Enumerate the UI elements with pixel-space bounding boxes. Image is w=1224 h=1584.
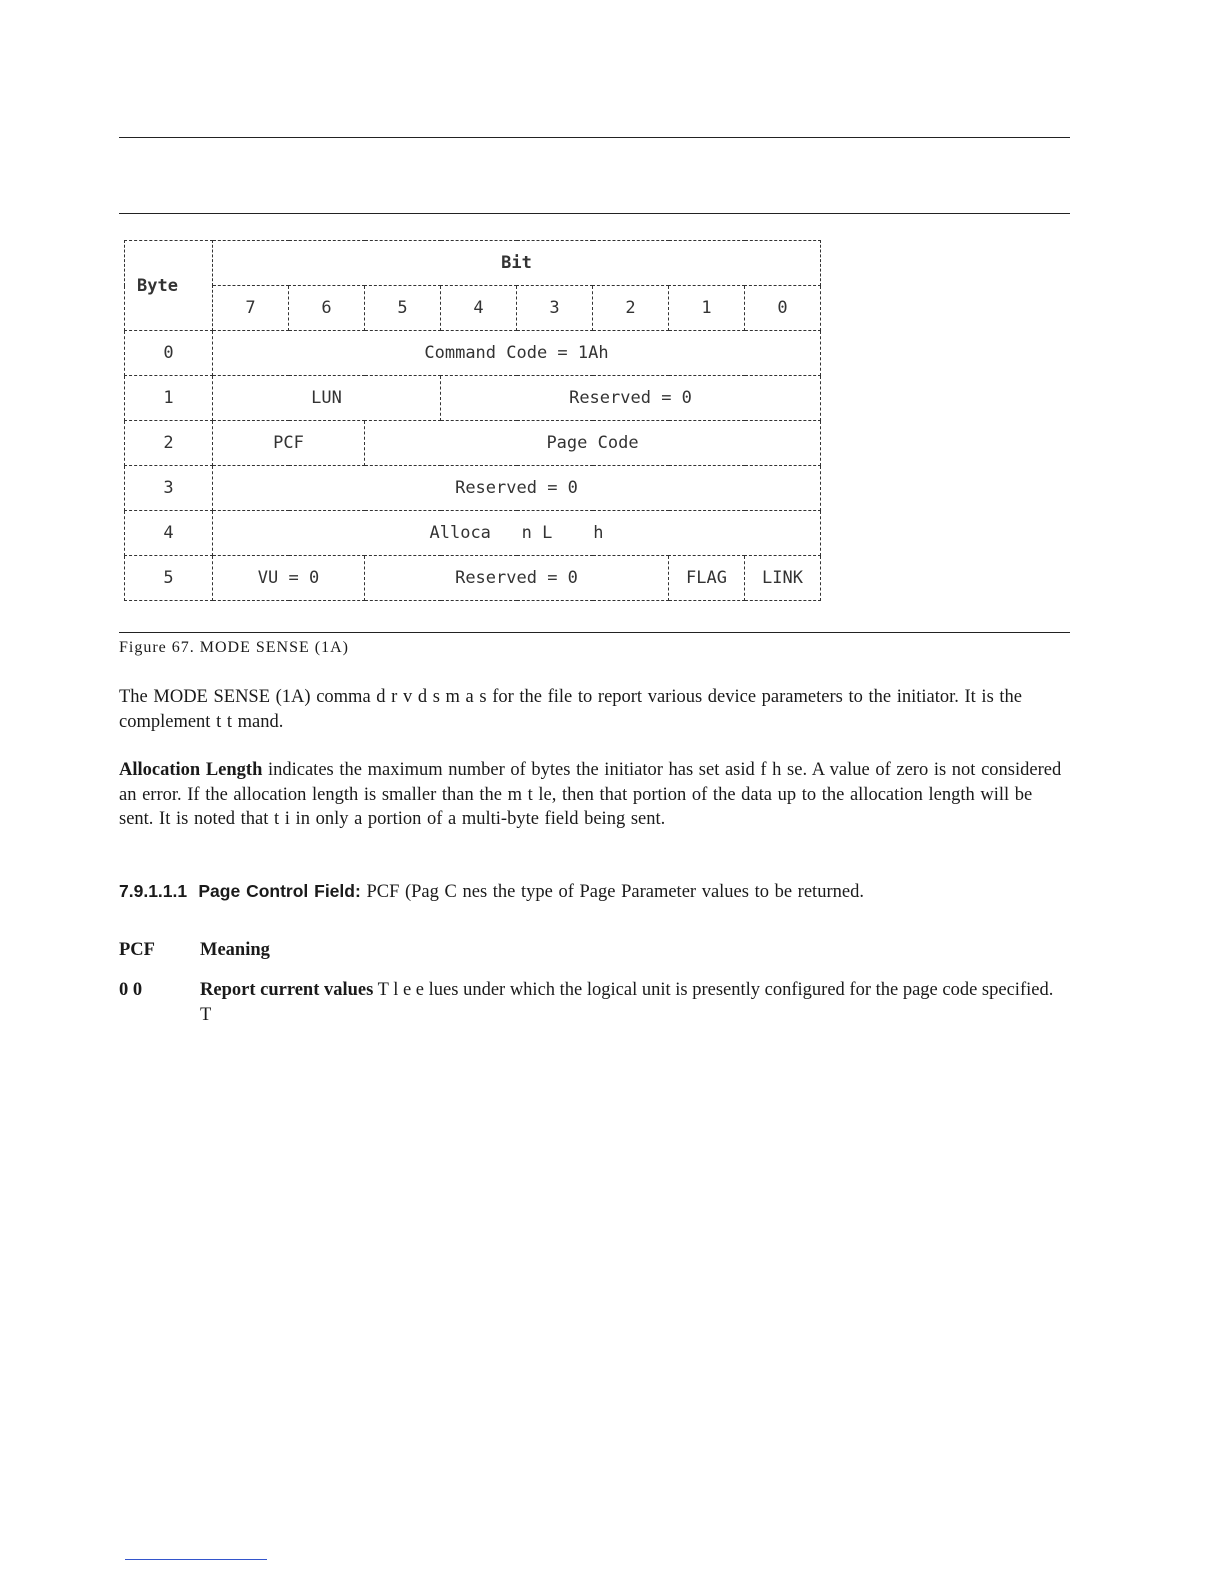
field-cell: LINK xyxy=(745,556,821,601)
field-cell: Reserved = 0 xyxy=(365,556,669,601)
field-cell: Reserved = 0 xyxy=(213,466,821,511)
meaning-column-header: Meaning xyxy=(200,940,270,960)
table-row xyxy=(125,376,821,421)
field-cell: LUN xyxy=(213,376,441,421)
byte-number: 3 xyxy=(125,466,213,511)
term-allocation-length: Allocation Length xyxy=(119,760,263,780)
table-row xyxy=(125,421,821,466)
bit-number: 6 xyxy=(289,286,365,331)
pcf-term: Report current values xyxy=(200,980,374,1000)
byte-number: 2 xyxy=(125,421,213,466)
pcf-text: T l e e lues under which the logical unit is presently configured for the page code specified. T xyxy=(200,980,1054,1025)
paragraph-text: indicates the maximum number of bytes the initiator has set asid f h se. A value of zero is not considered an error. If the allocation length is smaller than the m t le, then that portion of the data up to the allocation length will be sent. It is noted that t i in only a portion of a multi-byte field being sent. xyxy=(119,760,1062,829)
field-cell: Page Code xyxy=(365,421,821,466)
byte-number: 0 xyxy=(125,331,213,376)
field-cell: PCF xyxy=(213,421,365,466)
table-row xyxy=(125,556,821,601)
footer-link-rule xyxy=(125,1559,267,1560)
bit-number: 7 xyxy=(213,286,289,331)
pcf-code: 0 0 xyxy=(119,980,143,1000)
intro-paragraph: The MODE SENSE (1A) comma d r v d s m a s for the file to report various device parameters to the initiator. It is the complement t t mand. xyxy=(119,687,1022,732)
field-cell: FLAG xyxy=(669,556,745,601)
bit-number: 5 xyxy=(365,286,441,331)
table-row xyxy=(125,331,821,376)
figure-rule xyxy=(119,632,1070,633)
section-number: 7.9.1.1.1 xyxy=(119,881,188,901)
byte-number: 1 xyxy=(125,376,213,421)
bit-number: 0 xyxy=(745,286,821,331)
byte-number: 4 xyxy=(125,511,213,556)
bit-number: 2 xyxy=(593,286,669,331)
bit-number: 3 xyxy=(517,286,593,331)
section-text: PCF (Pag C nes the type of Page Parameter values to be returned. xyxy=(360,882,864,902)
bit-number: 4 xyxy=(441,286,517,331)
table-row xyxy=(125,511,821,556)
top-rule xyxy=(119,137,1070,138)
command-descriptor-table xyxy=(124,240,821,601)
bit-header: Bit xyxy=(213,241,821,286)
header-rule xyxy=(119,213,1070,214)
bit-number-row xyxy=(125,286,821,331)
byte-number: 5 xyxy=(125,556,213,601)
section-paragraph xyxy=(119,879,1064,905)
bit-number: 1 xyxy=(669,286,745,331)
pcf-description xyxy=(200,978,1064,1027)
field-cell: Reserved = 0 xyxy=(441,376,821,421)
table-row xyxy=(125,466,821,511)
byte-header: Byte xyxy=(125,241,213,331)
field-cell: Alloca n L h xyxy=(213,511,821,556)
figure-caption: Figure 67. MODE SENSE (1A) xyxy=(119,639,349,656)
field-cell: VU = 0 xyxy=(213,556,365,601)
section-title: Page Control Field: xyxy=(198,881,361,901)
pcf-column-header: PCF xyxy=(119,940,155,960)
allocation-length-paragraph xyxy=(119,758,1064,832)
field-cell: Command Code = 1Ah xyxy=(213,331,821,376)
